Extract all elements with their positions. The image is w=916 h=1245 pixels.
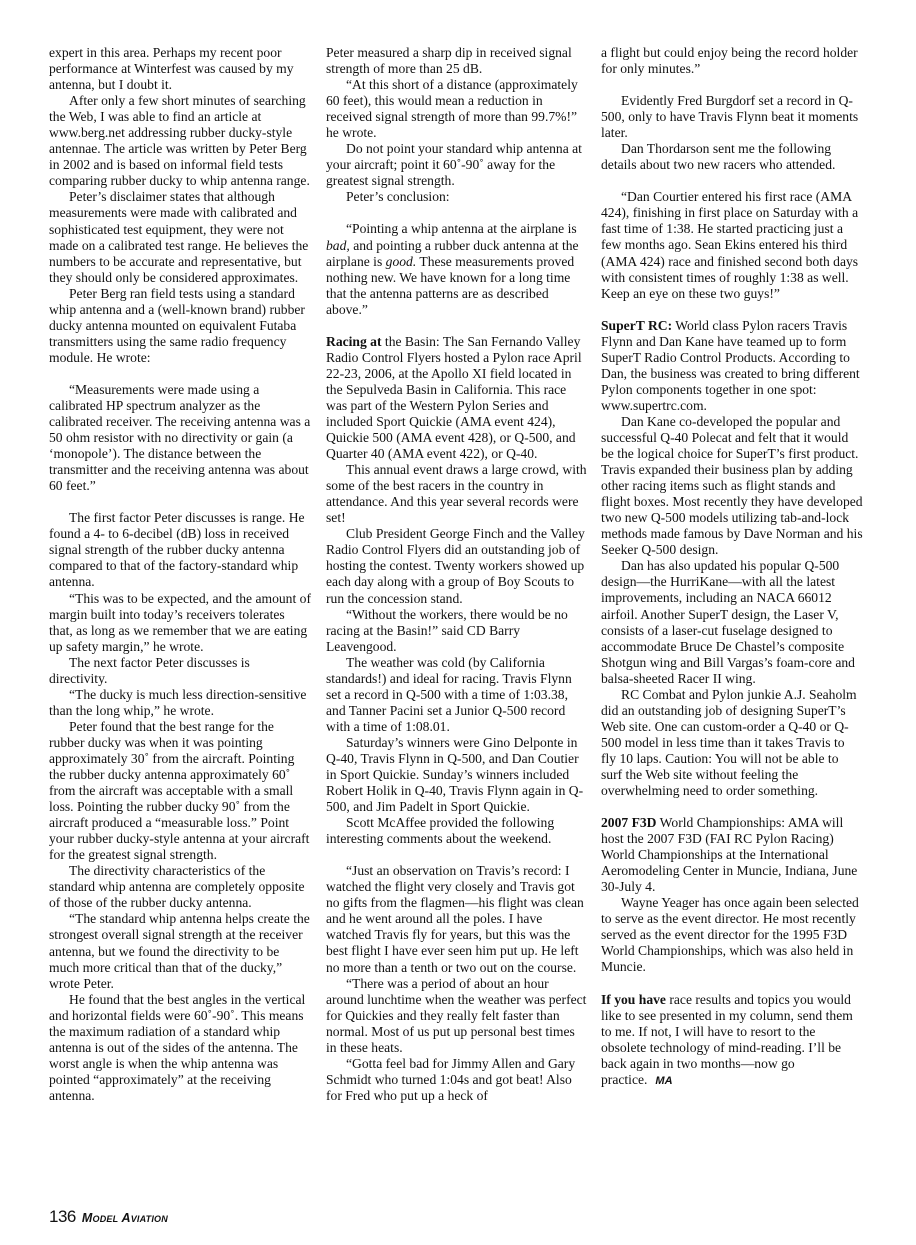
section-paragraph-closing [601,992,863,1089]
section-lead-if-you-have: If you have [601,991,666,1007]
quote-text: These measurements proved nothing new. We have known for a long time that the antenna patterns are as described above.” [326,253,575,317]
paragraph-text: World class Pylon racers Travis Flynn and Dan Kane have teamed up to form SuperT Radio Control Products. According to Dan, the business was created to bring different Pylon components together in one spot: www.supertrc.com. [601,317,860,413]
paragraph: “At this short of a distance (approximately 60 feet), this would mean a reduction in received signal strength of more than 99.7%!” he wrote. [326,77,578,141]
paragraph: RC Combat and Pylon junkie A.J. Seaholm did an outstanding job of designing SuperT’s Web site. One can custom-order a Q-40 or Q-500 model in less time than it takes Travis to fly 10 laps. Caution: You will not be able to surf the Web site without feeling the overwhelming need to order something. [601,686,857,799]
paragraph: Peter’s conclusion: [346,189,450,205]
paragraph: Club President George Finch and the Valley Radio Control Flyers did an outstanding job of hosting the contest. Twenty workers showed up each day along with a group of Boy Scouts to run the concession stand. [326,526,585,606]
paragraph: Peter’s disclaimer states that although measurements were made with calibrated and sophisticated test equipment, they were not made on a calibrated test range. He believes the numbers to be accurate and representative, but they should only be considered approximates. [49,189,309,285]
block-quote: “Gotta feel bad for Jimmy Allen and Gary Schmidt who turned 1:04s and got beat! Also for Fred who put up a heck of [326,1055,576,1103]
section-paragraph-racing [326,334,588,462]
magazine-name-text: Model Aviation [81,1211,168,1225]
paragraph: Wayne Yeager has once again been selected to serve as the event director. He most recently served as the event director for the 1995 F3D World Championships, which was also held in Muncie. [601,895,859,975]
paragraph: Peter Berg ran field tests using a standard whip antenna and a (well-known brand) rubber ducky antenna mounted on equivalent Futaba transmitters using the same radio frequency module. He wrote: [49,285,305,365]
paragraph: The directivity characteristics of the standard whip antenna are completely opposite of those of the rubber ducky antenna. [49,863,305,911]
paragraph: expert in this area. Perhaps my recent poor performance at Winterfest was caused by my antenna, but I doubt it. [49,45,294,93]
paragraph: “Without the workers, there would be no racing at the Basin!” said CD Barry Leavengood. [326,606,568,654]
quote-text: “Pointing a whip antenna at the airplane is [346,221,577,237]
block-quote: “Measurements were made using a calibrated HP spectrum analyzer as the calibrated receiver. The receiving antenna was a 50 ohm resistor with no directivity or gain (a ‘monopole’). The distance between the transmitter and the receiving antenna was about 60 feet.” [49,381,311,494]
paragraph: Peter measured a sharp dip in received signal strength of more than 25 dB. [326,45,572,77]
column-1 [49,45,311,1104]
paragraph: Scott McAffee provided the following interesting comments about the weekend. [326,815,555,847]
paragraph: “The ducky is much less direction-sensitive than the long whip,” he wrote. [49,686,307,718]
paragraph: Saturday’s winners were Gino Delponte in Q-40, Travis Flynn in Q-500, and Dan Coutier in Sport Quickie. Sunday’s winners included Robert Holik in Q-40, Travis Flynn again in Q-500, and Jim Padelt in Sport Quickie. [326,734,584,815]
block-quote: “Just an observation on Travis’s record: I watched the flight very closely and Travis got no gifts from the flagmen—his flight was clean and he went around all the poles. I have watched Travis fly for years, but this was the best flight I have ever seen him put up. He left no more than a tenth or two out on the course. [326,863,584,975]
page-number: 136 [49,1207,76,1226]
paragraph-text: race results and topics you would like to see presented in my column, send them to me. If not, I will have to resort to the obsolete technology of mind-reading. I’ll be back again in two months—now go practice. [601,991,853,1087]
paragraph: The first factor Peter discusses is range. He found a 4- to 6-decibel (dB) loss in received signal strength of the rubber ducky antenna compared to that of the factory-standard whip antenna. [49,510,305,590]
quote-text: and pointing a rubber duck antenna at the airplane is [326,237,579,269]
section-lead-supert: SuperT RC: [601,317,673,333]
ma-end-mark-logo: MA [655,1074,673,1087]
section-lead-f3d: 2007 F3D [601,815,657,831]
block-quote: “Dan Courtier entered his first race (AMA 424), finishing in first place on Saturday with a fast time of 1:38. He started practicing just a few months ago. Sean Ekins entered his third (AMA 424) race and finished second both days with consistent times of roughly 1:38 as well. Keep an eye on these two guys!” [601,189,859,301]
section-lead-racing: Racing at [326,333,382,349]
magazine-name [82,1211,168,1225]
paragraph: “This was to be expected, and the amount of margin built into today’s receivers tolerates that, as long as we remember that we are eating up safety margin,” he wrote. [49,590,311,654]
paragraph: He found that the best angles in the vertical and horizontal fields were 60˚-90˚. This means the maximum radiation of a standard whip antenna is out of the sides of the antenna. The worst angle is when the whip antenna was pointed “approximately” at the receiving antenna. [49,991,306,1103]
paragraph: “The standard whip antenna helps create the strongest overall signal strength at the receiver antenna, but we found the directivity to be much more critical than that of the ducky,” wrote Peter. [49,911,310,991]
paragraph: Evidently Fred Burgdorf set a record in Q-500, only to have Travis Flynn beat it moments later. [601,93,859,141]
paragraph: After only a few short minutes of searching the Web, I was able to find an article at www.berg.net addressing rubber ducky-style antennae. The article was written by Peter Berg in 2002 and is based on informal field tests comparing rubber ducky to whip antenna range. [49,93,310,189]
block-quote: a flight but could enjoy being the record holder for only minutes.” [601,45,858,77]
paragraph: Do not point your standard whip antenna at your aircraft; point it 60˚-90˚ away for the greatest signal strength. [326,141,582,189]
paragraph: Dan Thordarson sent me the following details about two new racers who attended. [601,141,836,173]
paragraph-text: the Basin: The San Fernando Valley Radio Control Flyers hosted a Pylon race April 22-23, 2006, at the Apollo XI field located in the Sepulveda Basin in California. This race was part of the Western Pylon Series and included Sport Quickie (AMA event 424), Quickie 500 (AMA event 428), or Q-500, and Quarter 40 (AMA event 422), or Q-40. [326,333,582,462]
quote-emphasis-bad: bad, [326,237,350,253]
paragraph: The weather was cold (by California standards!) and ideal for racing. Travis Flynn set a record in Q-500 with a time of 1:03.38, and Tanner Pacini set a Junior Q-500 record with a time of 1:08.01. [326,654,572,734]
quote-emphasis-good: good. [385,253,417,269]
section-paragraph-f3d [601,815,863,895]
block-quote [326,221,588,317]
page-footer [49,1207,168,1233]
column-3 [601,45,863,1089]
section-paragraph-supert [601,318,863,414]
paragraph: Dan has also updated his popular Q-500 design—the HurriKane—with all the latest improvements, including an NACA 66012 airfoil. Another SuperT design, the Laser V, consists of a laser-cut fuselage designed to accommodate Bruce De Chastel’s composite Shotgun wing and Bill Vargas’s foam-core and balsa-sheeted Racer II wing. [601,558,855,686]
paragraph: This annual event draws a large crowd, with some of the best racers in the country in attendance. And this year several records were set! [326,462,587,526]
column-2 [326,45,588,1104]
paragraph: Peter found that the best range for the rubber ducky was when it was pointing approximately 30˚ from the aircraft. Pointing the rubber ducky antenna approximately 60˚ from the aircraft was acceptable with a small loss. Pointing the rubber ducky 90˚ from the aircraft produced a “measurable loss.” Point your rubber ducky-style antenna at your aircraft for the greatest signal strength. [49,718,310,863]
paragraph: The next factor Peter discusses is directivity. [49,654,250,686]
block-quote: “There was a period of about an hour around lunchtime when the weather was perfect for Quickies and they really felt faster than normal. Most of us put up personal best times in these heats. [326,975,587,1055]
paragraph-text: World Championships: AMA will host the 2007 F3D (FAI RC Pylon Racing) World Championships at the International Aeromodeling Center in Muncie, Indiana, June 30-July 4. [601,815,858,895]
paragraph: Dan Kane co-developed the popular and successful Q-40 Polecat and felt that it would be the logical choice for SuperT’s first product. Travis expanded their business plan by adding other racing items such as flight stands and flight boxes. Most recently they have developed two new Q-500 models utilizing tab-and-lock methods made famous by Dave Norman and his Seeker Q-500 design. [601,413,863,558]
